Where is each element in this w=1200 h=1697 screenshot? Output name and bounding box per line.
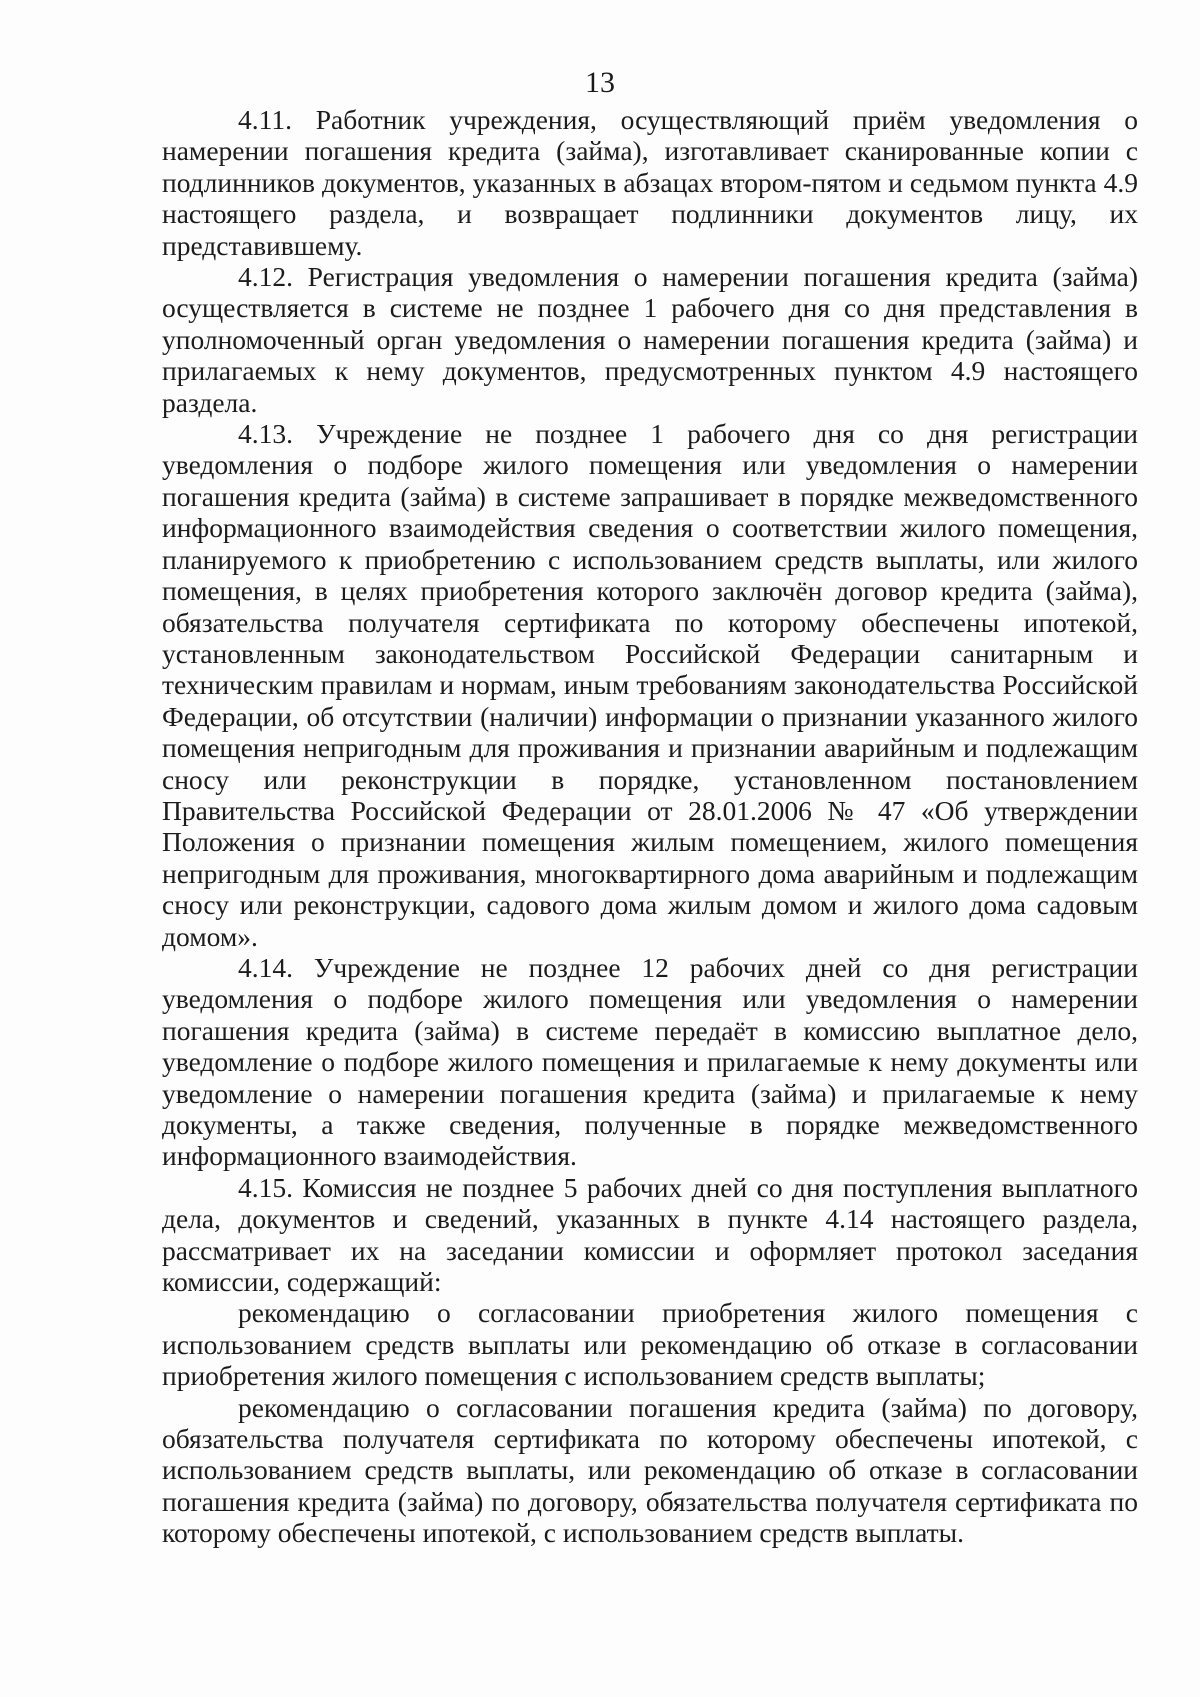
paragraph-4-12: 4.12. Регистрация уведомления о намерении погашения кредита (займа) осуществляется в системе не позднее 1 рабочего дня со дня представления в уполномоченный орган уведомления о намерении погашения кредита (займа) и прилагаемых к нему документов, предусмотренных пунктом 4.9 настоящего раздела. — [162, 261, 1138, 418]
paragraph-recommendation-purchase: рекомендацию о согласовании приобретения жилого помещения с использованием средств выплаты или рекомендацию об отказе в согласовании приобретения жилого помещения с использованием средств выплаты; — [162, 1297, 1138, 1392]
paragraph-4-14: 4.14. Учреждение не позднее 12 рабочих дней со дня регистрации уведомления о подборе жилого помещения или уведомления о намерении погашения кредита (займа) в системе передаёт в комиссию выплатное дело, уведомление о подборе жилого помещения и прилагаемые к нему документы или уведомление о намерении погашения кредита (займа) и прилагаемые к нему документы, а также сведения, полученные в порядке межведомственного информационного взаимодействия. — [162, 951, 1138, 1172]
paragraph-recommendation-loan: рекомендацию о согласовании погашения кредита (займа) по договору, обязательства получателя сертификата по которому обеспечены ипотекой, с использованием средств выплаты, или рекомендацию об отказе в согласовании погашения кредита (займа) по договору, обязательства получателя сертификата по которому обеспечены ипотекой, с использованием средств выплаты. — [162, 1391, 1138, 1549]
paragraph-4-13: 4.13. Учреждение не позднее 1 рабочего дня со дня регистрации уведомления о подборе жилого помещения или уведомления о намерении погашения кредита (займа) в системе запрашивает в порядке межведомственного информационного взаимодействия сведения о соответствии жилого помещения, планируемого к приобретению с использованием средств выплаты, или жилого помещения, в целях приобретения которого заключён договор кредита (займа), обязательства получателя сертификата по которому обеспечены ипотекой, установленным законодательством Российской Федерации санитарным и техническим правилам и нормам, иным требованиям законодательства Российской Федерации, об отсутствии (наличии) информации о признании указанного жилого помещения непригодным для проживания и признании аварийным и подлежащим сносу или реконструкции в порядке, установленном постановлением Правительства Российской Федерации от 28.01.2006 № 47 «Об утверждении Положения о признании помещения жилым помещением, жилого помещения непригодным для проживания, многоквартирного дома аварийным и подлежащим сносу или реконструкции, садового дома жилым домом и жилого дома садовым домом». — [162, 418, 1138, 952]
paragraph-4-15: 4.15. Комиссия не позднее 5 рабочих дней со дня поступления выплатного дела, документов и сведений, указанных в пункте 4.14 настоящего раздела, рассматривает их на заседании комиссии и оформляет протокол заседания комиссии, содержащий: — [162, 1171, 1138, 1298]
paragraph-4-11: 4.11. Работник учреждения, осуществляющий приём уведомления о намерении погашения кредита (займа), изготавливает сканированные копии с подлинников документов, указанных в абзацах втором-пятом и седьмом пункта 4.9 настоящего раздела, и возвращает подлинники документов лицу, их представившему. — [162, 104, 1138, 261]
page-number: 13 — [585, 66, 615, 99]
document-body — [162, 104, 1138, 1549]
